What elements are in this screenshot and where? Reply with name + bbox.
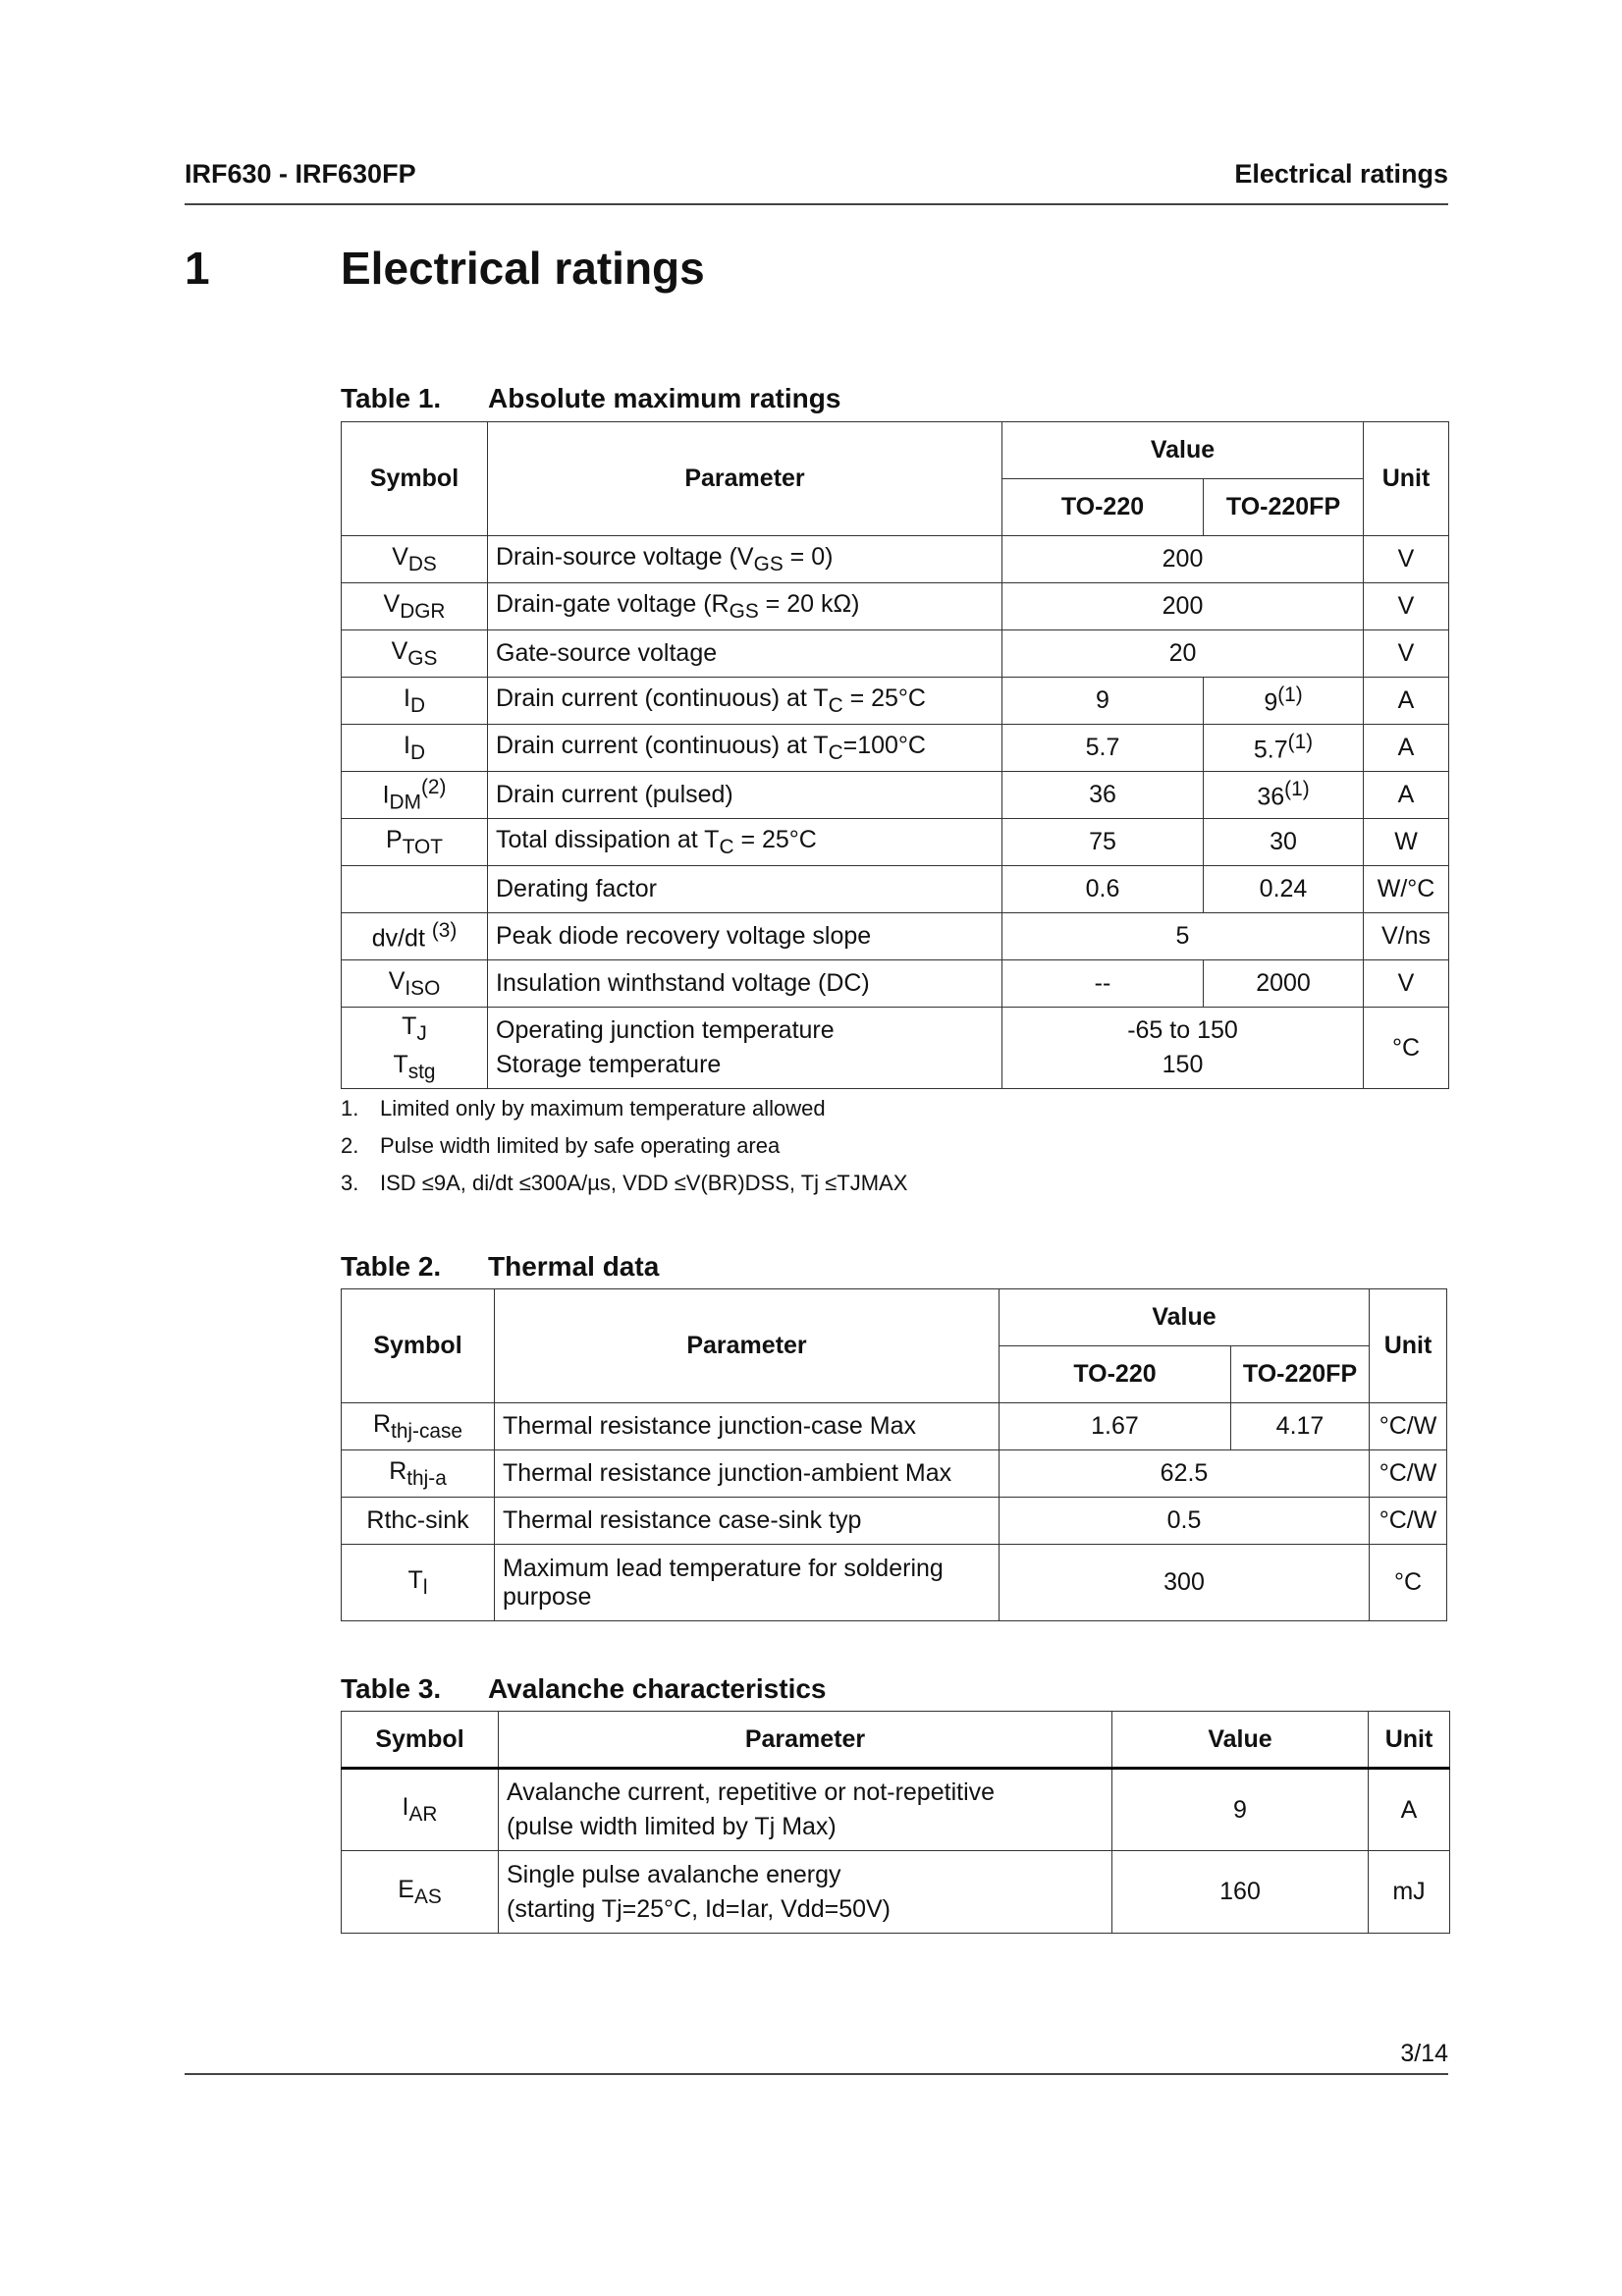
parameter-cell: Drain current (pulsed) <box>488 772 1002 819</box>
symbol-cell: $I_{DM}^{(2)}$ <box>342 772 488 819</box>
page-number: 3/14 <box>1400 2040 1448 2067</box>
value-to220-cell: 1.67 <box>1000 1403 1231 1450</box>
parameter-cell: Drain current (continuous) at $T_C = 25^\circ C$ <box>488 678 1002 725</box>
unit-cell: A <box>1364 725 1449 772</box>
table-row <box>342 1545 1447 1621</box>
parameter-cell: Maximum lead temperature for soldering purpose <box>495 1545 1000 1621</box>
table1-parameter-header: Parameter <box>488 422 1002 536</box>
value-to220fp-cell: 4.17 <box>1231 1403 1370 1450</box>
table-row <box>342 1769 1450 1851</box>
unit-cell: W <box>1364 819 1449 866</box>
value-cell: 20 <box>1002 630 1364 678</box>
section-number: 1 <box>185 243 210 294</box>
parameter-cell: Drain-source voltage $(V_{GS} = 0)$ <box>488 536 1002 583</box>
symbol-cell: $I_D$ <box>342 678 488 725</box>
table3-unit-header: Unit <box>1369 1712 1450 1769</box>
table2-value-header: Value <box>1000 1289 1370 1346</box>
parameter-cell: Insulation winthstand voltage (DC) <box>488 960 1002 1008</box>
value-to220-cell: -- <box>1002 960 1204 1008</box>
table1-caption <box>341 383 841 414</box>
table-row <box>342 1008 1449 1089</box>
value-to220fp-cell: 0.24 <box>1204 866 1364 913</box>
table-row <box>342 913 1449 960</box>
value-to220-cell: 5.7 <box>1002 725 1204 772</box>
unit-cell: °C <box>1370 1545 1447 1621</box>
parameter-cell: Derating factor <box>488 866 1002 913</box>
table2-title: Thermal data <box>488 1251 660 1282</box>
table2-to220fp-header: TO-220FP <box>1231 1346 1370 1403</box>
table2-symbol-header: Symbol <box>342 1289 495 1403</box>
table-row <box>342 866 1449 913</box>
symbol-cell: $I_{AR}$ <box>342 1769 499 1851</box>
value-cell: 9 <box>1112 1769 1369 1851</box>
symbol-cell: $V_{ISO}$ <box>342 960 488 1008</box>
table-row <box>342 678 1449 725</box>
symbol-cell: $I_D$ <box>342 725 488 772</box>
table3-parameter-header: Parameter <box>499 1712 1112 1769</box>
unit-cell: V/ns <box>1364 913 1449 960</box>
unit-cell: °C <box>1364 1008 1449 1089</box>
table3-value-header: Value <box>1112 1712 1369 1769</box>
parameter-cell: Operating junction temperature Storage temperature <box>488 1008 1002 1089</box>
table3-caption <box>341 1673 827 1705</box>
value-cell: 62.5 <box>1000 1450 1370 1498</box>
unit-cell: °C/W <box>1370 1403 1447 1450</box>
parameter-cell: Thermal resistance junction-case Max <box>495 1403 1000 1450</box>
footer-rule <box>185 2073 1448 2075</box>
table-row <box>342 1450 1447 1498</box>
value-to220fp-cell: 30 <box>1204 819 1364 866</box>
table2-unit-header: Unit <box>1370 1289 1447 1403</box>
table-row <box>342 1498 1447 1545</box>
unit-cell: A <box>1369 1769 1450 1851</box>
symbol-cell: $T_l$ <box>342 1545 495 1621</box>
header-section-name: Electrical ratings <box>1234 159 1448 189</box>
table3-title: Avalanche characteristics <box>488 1673 827 1704</box>
table-row <box>342 536 1449 583</box>
unit-cell: V <box>1364 630 1449 678</box>
table-row <box>342 630 1449 678</box>
symbol-cell: $R_{thj-a}$ <box>342 1450 495 1498</box>
value-cell: 0.5 <box>1000 1498 1370 1545</box>
parameter-cell: Gate-source voltage <box>488 630 1002 678</box>
value-to220fp-cell: 36$^{(1)}$ <box>1204 772 1364 819</box>
value-to220-cell: 0.6 <box>1002 866 1204 913</box>
value-cell: 5 <box>1002 913 1364 960</box>
parameter-cell: Peak diode recovery voltage slope <box>488 913 1002 960</box>
table1-note: 2. Pulse width limited by safe operating area <box>341 1133 781 1158</box>
value-cell: 300 <box>1000 1545 1370 1621</box>
symbol-cell: $V_{GS}$ <box>342 630 488 678</box>
parameter-cell: Avalanche current, repetitive or not-repetitive (pulse width limited by Tj Max) <box>499 1769 1112 1851</box>
table-row <box>342 1851 1450 1934</box>
table1-note: 1. Limited only by maximum temperature allowed <box>341 1096 826 1121</box>
parameter-cell: Single pulse avalanche energy (starting Tj=25°C, Id=Iar, Vdd=50V) <box>499 1851 1112 1934</box>
value-to220fp-cell: 2000 <box>1204 960 1364 1008</box>
table3-symbol-header: Symbol <box>342 1712 499 1769</box>
table1-label: Table 1. <box>341 383 442 413</box>
unit-cell: mJ <box>1369 1851 1450 1934</box>
table3-label: Table 3. <box>341 1673 442 1704</box>
table2-header-row <box>342 1289 1447 1346</box>
header-document-title: IRF630 - IRF630FP <box>185 159 416 189</box>
table-row <box>342 960 1449 1008</box>
parameter-cell: Total dissipation at $T_C = 25^\circ C$ <box>488 819 1002 866</box>
thermal-data-table <box>341 1288 1447 1621</box>
table3-header-row <box>342 1712 1450 1769</box>
unit-cell: A <box>1364 678 1449 725</box>
symbol-cell: $V_{DS}$ <box>342 536 488 583</box>
parameter-cell: Drain-gate voltage ($R_{GS} = 20$ kΩ) <box>488 583 1002 630</box>
value-cell: 200 <box>1002 536 1364 583</box>
unit-cell: W/°C <box>1364 866 1449 913</box>
value-cell: 200 <box>1002 583 1364 630</box>
table1-value-header: Value <box>1002 422 1364 479</box>
parameter-cell: Thermal resistance case-sink typ <box>495 1498 1000 1545</box>
table1-unit-header: Unit <box>1364 422 1449 536</box>
table2-label: Table 2. <box>341 1251 442 1282</box>
table1-title: Absolute maximum ratings <box>488 383 841 413</box>
symbol-cell: dv/dt $^{(3)}$ <box>342 913 488 960</box>
unit-cell: A <box>1364 772 1449 819</box>
table-row <box>342 1403 1447 1450</box>
symbol-cell: Rthc-sink <box>342 1498 495 1545</box>
table1-to220-header: TO-220 <box>1002 479 1204 536</box>
value-to220fp-cell: 9$^{(1)}$ <box>1204 678 1364 725</box>
symbol-cell: $R_{thj-case}$ <box>342 1403 495 1450</box>
absolute-maximum-ratings-table <box>341 421 1449 1089</box>
table-row <box>342 725 1449 772</box>
table1-header-row <box>342 422 1449 479</box>
section-title: Electrical ratings <box>341 243 705 294</box>
symbol-cell: $T_J$ $T_{stg}$ <box>342 1008 488 1089</box>
table-row <box>342 583 1449 630</box>
value-to220fp-cell: 5.7$^{(1)}$ <box>1204 725 1364 772</box>
avalanche-characteristics-table <box>341 1711 1450 1934</box>
unit-cell: V <box>1364 536 1449 583</box>
unit-cell: V <box>1364 960 1449 1008</box>
symbol-cell <box>342 866 488 913</box>
value-to220-cell: 75 <box>1002 819 1204 866</box>
header-rule <box>185 203 1448 205</box>
value-to220-cell: 9 <box>1002 678 1204 725</box>
unit-cell: V <box>1364 583 1449 630</box>
table1-symbol-header: Symbol <box>342 422 488 536</box>
table2-caption <box>341 1251 660 1283</box>
value-cell: 160 <box>1112 1851 1369 1934</box>
symbol-cell: $E_{AS}$ <box>342 1851 499 1934</box>
value-to220-cell: 36 <box>1002 772 1204 819</box>
symbol-cell: $V_{DGR}$ <box>342 583 488 630</box>
table-row <box>342 772 1449 819</box>
table2-to220-header: TO-220 <box>1000 1346 1231 1403</box>
parameter-cell: Drain current (continuous) at $T_C=100^\circ C$ <box>488 725 1002 772</box>
parameter-cell: Thermal resistance junction-ambient Max <box>495 1450 1000 1498</box>
table2-parameter-header: Parameter <box>495 1289 1000 1403</box>
table1-note: 3. ISD ≤9A, di/dt ≤300A/µs, VDD ≤V(BR)DSS, Tj ≤TJMAX <box>341 1171 908 1195</box>
value-cell: -65 to 150 150 <box>1002 1008 1364 1089</box>
symbol-cell: $P_{TOT}$ <box>342 819 488 866</box>
table1-to220fp-header: TO-220FP <box>1204 479 1364 536</box>
unit-cell: °C/W <box>1370 1450 1447 1498</box>
table-row <box>342 819 1449 866</box>
unit-cell: °C/W <box>1370 1498 1447 1545</box>
